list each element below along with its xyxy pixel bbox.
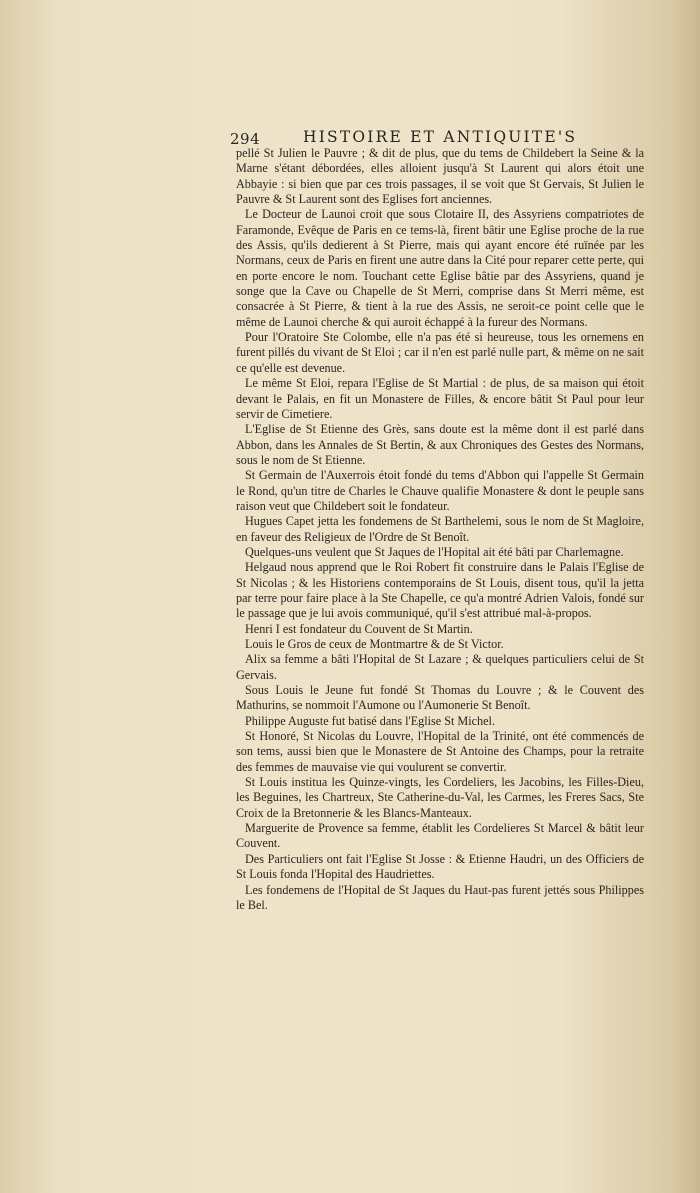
paragraph: Quelques-uns veulent que St Jaques de l'Hopital ait été bâti par Charlemagne. [245,544,624,559]
paragraph: Marguerite de Provence sa femme, établit les Cordelieres St Marcel & bâtit leur Couvent. [236,821,644,851]
paragraph: Le même St Eloi, repara l'Eglise de St Martial : de plus, de sa maison qui étoit devant le Palais, en fit un Monastere de Filles, & encore bâtit St Paul pour leur servir de Cimetiere. [236,376,644,421]
paragraph: Alix sa femme a bâti l'Hopital de St Lazare ; & quelques particuliers celui de St Gervais. [236,652,644,682]
text-body [236,146,644,913]
running-title: HISTOIRE ET ANTIQUITE'S [303,128,578,146]
paragraph: Helgaud nous apprend que le Roi Robert fit construire dans le Palais l'Eglise de St Nicolas ; & les Historiens contemporains de St Louis, disent tous, qu'il la jetta par terre pour faire place à la Ste Chapelle, ce qu'a montré Adrien Valois, fondé sur le passage que je lui avois communiqué, qu'il s'est attribué mal-à-propos. [236,560,644,621]
paragraph: St Louis institua les Quinze-vingts, les Cordeliers, les Jacobins, les Filles-Dieu, les Beguines, les Chartreux, Ste Catherine-du-Val, les Carmes, les Freres Sacs, Ste Croix de la Bretonnerie & les Blancs-Manteaux. [236,775,644,820]
paragraph: Hugues Capet jetta les fondemens de St Barthelemi, sous le nom de St Magloire, en faveur des Religieux de l'Ordre de St Benoît. [236,514,644,544]
paragraph: Sous Louis le Jeune fut fondé St Thomas du Louvre ; & le Couvent des Mathurins, se nommoit l'Aumone ou l'Aumonerie St Benoît. [236,683,644,713]
paragraph: Louis le Gros de ceux de Montmartre & de St Victor. [245,637,504,651]
page-number: 294 [230,130,261,148]
paragraph: L'Eglise de St Etienne des Grès, sans doute est la même dont il est parlé dans Abbon, dans les Annales de St Bertin, & aux Chroniques des Gestes des Normans, sous le nom de St Etienne. [236,422,644,467]
paragraph: Philippe Auguste fut batisé dans l'Eglise St Michel. [245,713,495,728]
paragraph: Le Docteur de Launoi croit que sous Clotaire II, des Assyriens compatriotes de Faramonde, Evêque de Paris en ce tems-là, firent bâtir une Eglise proche de la rue des Assis, qu'ils dedierent à St Pierre, mais qui ayant encore été ruïnée par les Normans, ceux de Paris en firent une autre dans la Cité pour reparer cette perte, qui en porte encore le nom. Touchant cette Eglise bâtie par des Assyriens, quand je songe que la Cave ou Chapelle de St Merri, comprise dans St Merri même, est consacrée à St Pierre, & tient à la rue des Assis, ne seroit-ce point celle que le même de Launoi cherche & qui auroit échappé à la fureur des Normans. [236,207,644,329]
paragraph: Pour l'Oratoire Ste Colombe, elle n'a pas été si heureuse, tous les ornemens en furent pillés du vivant de St Eloi ; car il n'en est parlé nulle part, & même on ne sait ce qu'elle est devenue. [236,330,644,375]
paragraph: St Germain de l'Auxerrois étoit fondé du tems d'Abbon qui l'appelle St Germain le Rond, qu'un titre de Charles le Chauve qualifie Monastere & dont le peuple sans raison veut que Childebert soit le fondateur. [236,468,644,513]
paragraph: Les fondemens de l'Hopital de St Jaques du Haut-pas furent jettés sous Philippes le Bel. [236,882,644,912]
paragraph: Des Particuliers ont fait l'Eglise St Josse : & Etienne Haudri, un des Officiers de St Louis fonda l'Hopital des Haudriettes. [236,851,644,882]
paragraph: Henri I est fondateur du Couvent de St Martin. [245,621,473,636]
paragraph: St Honoré, St Nicolas du Louvre, l'Hopital de la Trinité, ont été commencés de son tems, aussi bien que le Monastere de St Antoine des Champs, pour la retraite des femmes de mauvaise vie qui voulurent se convertir. [236,729,644,774]
paragraph: pellé St Julien le Pauvre ; & dit de plus, que du tems de Childebert la Seine & la Marne s'étant débordées, elles alloient jusqu'à St Laurent qui alors étoit une Abbayie : si bien que par ces trois passages, il se voit que St Gervais, St Julien le Pauvre & St Laurent sont des Eglises fort anciennes. [236,146,644,207]
